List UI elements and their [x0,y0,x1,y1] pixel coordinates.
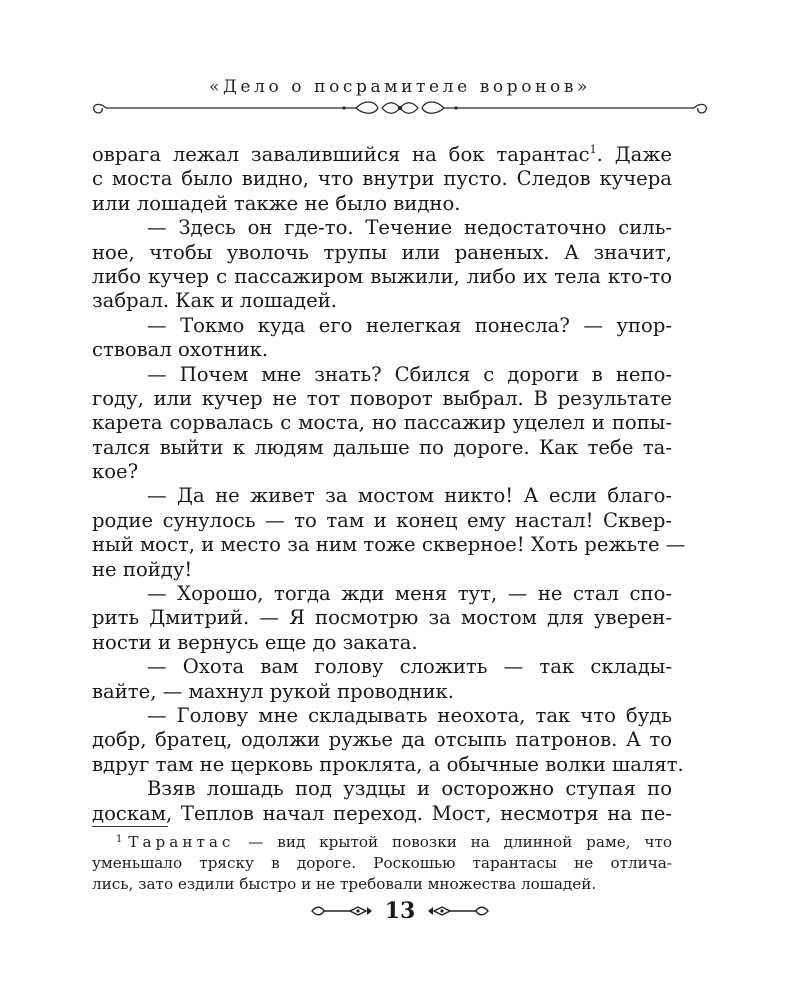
text-line: доскам, Теплов начал переход. Мост, несмотря на пе- [92,801,672,825]
text-line: ности и вернусь еще до заката. [92,630,418,654]
text-line: не пойду! [92,557,193,581]
page-folio [0,898,800,924]
text-line: ное, чтобы уволочь трупы или раненых. А значит, [92,240,672,264]
text-line: — Голову мне складывать неохота, так что будь [147,703,672,727]
text-line [92,143,672,167]
text-line: родие сунулось — то там и конец ему настал! Сквер- [92,508,672,532]
text-line: — Токмо куда его нелегкая понесла? — упор- [147,313,672,337]
footnote-rule [92,826,168,827]
page-number: 13 [384,898,416,924]
footnote-marker: 1 [116,834,123,845]
text-line: ствовал охотник. [92,338,269,362]
text-line: добр, братец, одолжи ружье да отсыпь патронов. А то [92,728,672,752]
running-head: «Дело о посрамителе воронов» [208,77,591,97]
text-line: — Охота вам голову сложить — так склады- [147,655,672,679]
text-line: или лошадей также не было видно. [92,191,461,215]
text-line: — Хорошо, тогда жди меня тут, — не стал спо- [147,582,672,606]
footnote-line [92,832,672,853]
body-text [92,143,686,826]
text-line: ный мост, и место за ним тоже скверное! Хоть режьте — [92,533,686,557]
footnote-term: Тарантас [128,833,235,851]
header-ornament [88,97,712,119]
text-line: карета сорвалась с моста, но пассажир уцелел и попы- [92,411,672,435]
text-line: тался выйти к людям дальше по дороге. Как тебе та- [92,435,672,459]
text-line: вайте, — махнул рукой проводник. [92,679,455,703]
footnote-line: лись, зато ездили быстро и не требовали множества лошадей. [92,875,597,893]
text-fragment: . Даже [596,143,672,166]
text-line: кое? [92,460,139,484]
text-line: — Да не живет за мостом никто! А если благо- [147,484,672,508]
text-line: — Почем мне знать? Сбился с дороги в непо- [147,362,672,386]
folio-ornament-right-icon [426,903,490,919]
text-line: вдруг там не церковь проклята, а обычные волки шалят. [92,752,684,776]
text-line: — Здесь он где-то. Течение недостаточно силь- [147,216,672,240]
text-fragment: оврага лежал завалившийся на бок тарантас [92,143,590,166]
footnote-reference[interactable]: 1 [589,143,597,156]
footnote [92,832,672,895]
text-line: году, или кучер не тот поворот выбрал. В результате [92,386,672,410]
footnote-line: уменьшало тряску в дороге. Роскошью тарантасы не отлича- [92,854,672,872]
text-line: забрал. Как и лошадей. [92,289,337,313]
folio-ornament-left-icon [310,903,374,919]
text-line: Взяв лошадь под уздцы и осторожно ступая по [147,777,672,801]
text-line: с моста было видно, что внутри пусто. Следов кучера [92,167,672,191]
footnote-text: — вид крытой повозки на длинной раме, что [234,833,672,851]
text-line: рить Дмитрий. — Я посмотрю за мостом для уверен- [92,606,672,630]
text-line: либо кучер с пассажиром выжили, либо их тела кто-то [92,264,672,288]
